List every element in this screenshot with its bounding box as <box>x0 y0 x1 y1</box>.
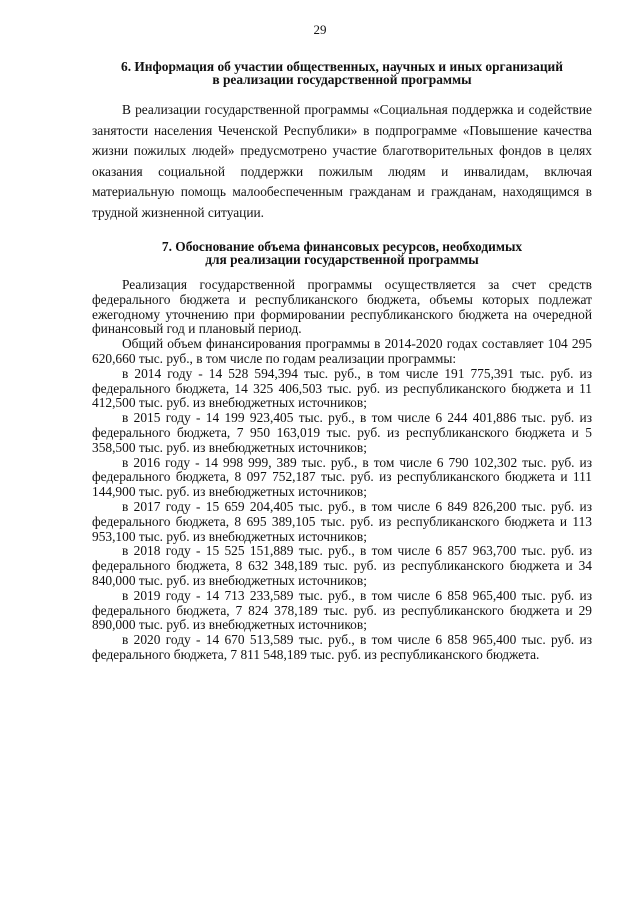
financing-year-2017: в 2017 году - 15 659 204,405 тыс. руб., в том числе 6 849 826,200 тыс. руб. из федерального бюджета, 8 695 389,105 тыс. руб. из республиканского бюджета и 113 953,100 тыс. руб. из внебюджетных источников; <box>92 498 592 544</box>
financing-year-2016: в 2016 году - 14 998 999, 389 тыс. руб., в том числе 6 790 102,302 тыс. руб. из федерального бюджета, 8 097 752,187 тыс. руб. из республиканского бюджета и 111 144,900 тыс. руб. из внебюджетных источников; <box>92 454 592 500</box>
financing-year-2018: в 2018 году - 15 525 151,889 тыс. руб., в том числе 6 857 963,700 тыс. руб. из федерального бюджета, 8 632 348,189 тыс. руб. из республиканского бюджета и 34 840,000 тыс. руб. из внебюджетных источников; <box>92 543 592 588</box>
section-6-paragraph: В реализации государственной программы «Социальная поддержка и содействие занятости населения Чеченской Республики» в подпрограмме «Повышение качества жизни пожилых людей» предусмотрено участие благотворительных фондов в целях оказания социальной поддержки пожилым людям и инвалидам, включая материальную помощь малообеспеченным гражданам и гражданам, находящимся в трудной жизненной ситуации. <box>92 102 592 220</box>
financing-year-2014: в 2014 году - 14 528 594,394 тыс. руб., в том числе 191 775,391 тыс. руб. из федерального бюджета, 14 325 406,503 тыс. руб. из республиканского бюджета и 11 412,500 тыс. руб. из внебюджетных источников; <box>92 365 592 411</box>
financing-section <box>92 278 592 663</box>
section-7-heading <box>92 240 592 266</box>
page-number: 29 <box>313 22 327 37</box>
section-7-heading-line1: 7. Обоснование объема финансовых ресурсов, необходимых <box>161 239 523 254</box>
financing-year-2019: в 2019 году - 14 713 233,589 тыс. руб., в том числе 6 858 965,400 тыс. руб. из федерального бюджета, 7 824 378,189 тыс. руб. из республиканского бюджета и 29 890,000 тыс. руб. из внебюджетных источников; <box>92 587 592 633</box>
financing-intro-paragraph: Реализация государственной программы осуществляется за счет средств федерального бюджета и республиканского бюджета, объемы которых подлежат ежегодному уточнению при формировании республиканского бюджета на очередной финансовый год и плановый период. <box>92 277 592 337</box>
section-6-heading <box>92 60 592 86</box>
section-6-heading-line2: в реализации государственной программы <box>212 72 472 87</box>
financing-year-2015: в 2015 году - 14 199 923,405 тыс. руб., в том числе 6 244 401,886 тыс. руб. из федерального бюджета, 7 950 163,019 тыс. руб. из республиканского бюджета и 5 358,500 тыс. руб. из внебюджетных источников; <box>92 410 592 455</box>
section-6-heading-line1: 6. Информация об участии общественных, научных и иных организаций <box>121 59 563 74</box>
financing-total-paragraph: Общий объем финансирования программы в 2014-2020 годах составляет 104 295 620,660 тыс. руб., в том числе по годам реализации программы: <box>92 336 592 366</box>
financing-year-2020: в 2020 году - 14 670 513,589 тыс. руб., в том числе 6 858 965,400 тыс. руб. из федерального бюджета, 7 811 548,189 тыс. руб. из республиканского бюджета. <box>92 632 592 662</box>
section-7-heading-line2: для реализации государственной программы <box>205 252 479 267</box>
